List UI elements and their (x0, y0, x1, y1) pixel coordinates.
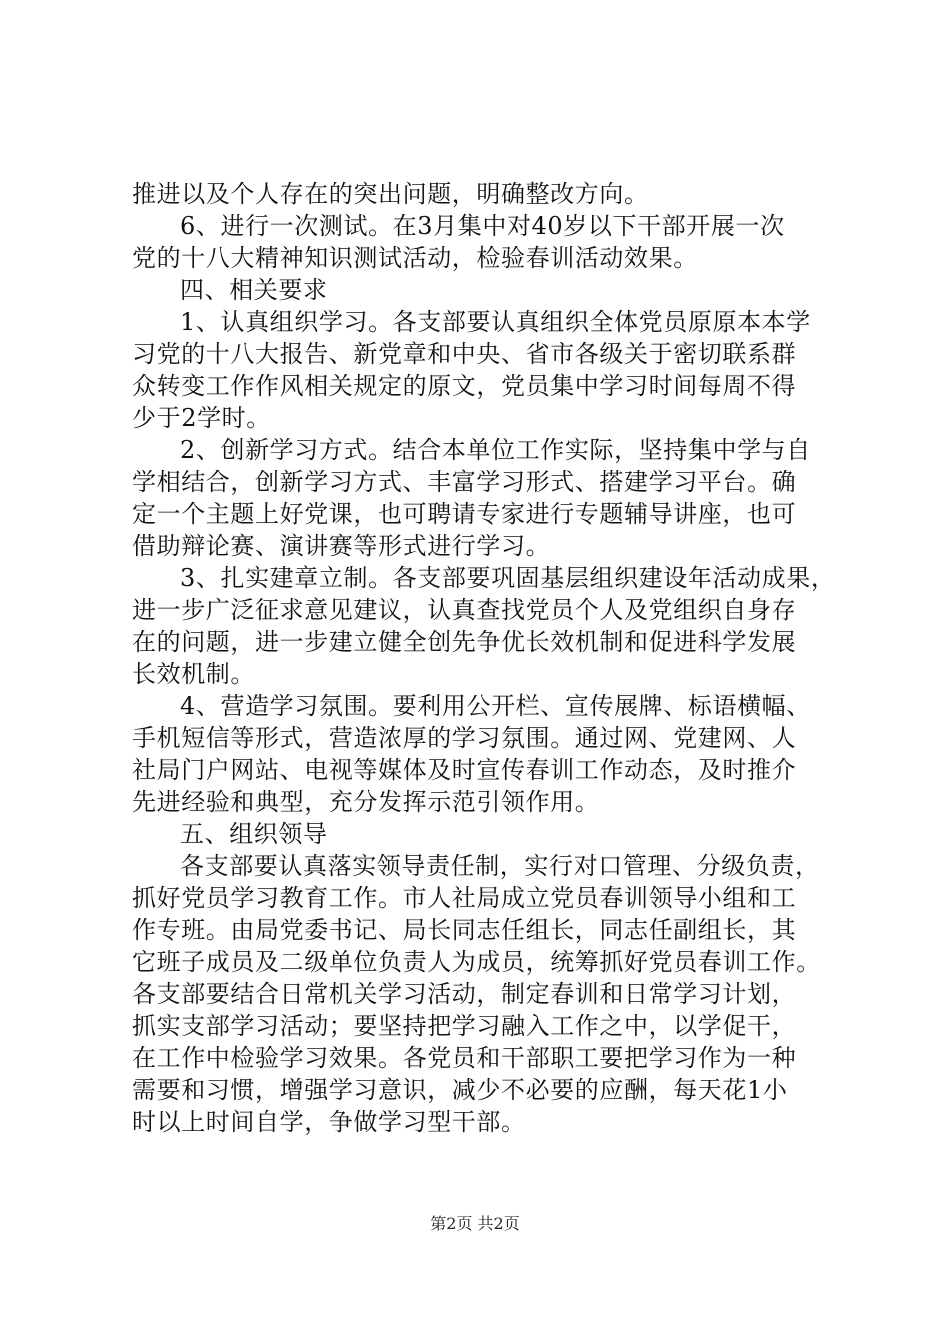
body-line: 3、扎实建章立制。各支部要巩固基层组织建设年活动成果， (180, 564, 836, 592)
body-line: 在工作中检验学习效果。各党员和干部职工要把学习作为一种 (132, 1044, 797, 1072)
body-line: 1、认真组织学习。各支部要认真组织全体党员原原本本学 (180, 308, 811, 336)
page-number-footer: 第2页 共2页 (430, 1214, 520, 1233)
body-line: 抓好党员学习教育工作。市人社局成立党员春训领导小组和工 (132, 884, 797, 912)
body-line: 习党的十八大报告、新党章和中央、省市各级关于密切联系群 (132, 340, 797, 368)
body-line: 在的问题，进一步建立健全创先争优长效机制和促进科学发展 (132, 628, 797, 656)
body-line: 各支部要结合日常机关学习活动，制定春训和日常学习计划， (132, 980, 797, 1008)
section-heading: 五、组织领导 (180, 820, 328, 848)
body-line: 进一步广泛征求意见建议，认真查找党员个人及党组织自身存 (132, 596, 797, 624)
body-line: 社局门户网站、电视等媒体及时宣传春训工作动态，及时推介 (132, 756, 797, 784)
body-line: 6、进行一次测试。在3月集中对40岁以下干部开展一次 (180, 212, 785, 240)
body-line: 众转变工作作风相关规定的原文，党员集中学习时间每周不得 (132, 372, 797, 400)
body-line: 抓实支部学习活动；要坚持把学习融入工作之中，以学促干， (132, 1012, 797, 1040)
body-line: 先进经验和典型，充分发挥示范引领作用。 (132, 788, 600, 816)
body-line: 推进以及个人存在的突出问题，明确整改方向。 (132, 180, 649, 208)
body-line: 需要和习惯，增强学习意识，减少不必要的应酬，每天花1小 (132, 1076, 788, 1104)
body-line: 长效机制。 (132, 660, 255, 688)
body-line: 4、营造学习氛围。要利用公开栏、宣传展牌、标语横幅、 (180, 692, 811, 720)
body-line: 2、创新学习方式。结合本单位工作实际，坚持集中学与自 (180, 436, 811, 464)
body-line: 手机短信等形式，营造浓厚的学习氛围。通过网、党建网、人 (132, 724, 797, 752)
body-line: 各支部要认真落实领导责任制，实行对口管理、分级负责， (180, 852, 820, 880)
section-heading: 四、相关要求 (180, 276, 328, 304)
body-line: 作专班。由局党委书记、局长同志任组长，同志任副组长，其 (132, 916, 797, 944)
body-line: 党的十八大精神知识测试活动，检验春训活动效果。 (132, 244, 698, 272)
body-line: 它班子成员及二级单位负责人为成员，统筹抓好党员春训工作。 (132, 948, 821, 976)
body-line: 时以上时间自学，争做学习型干部。 (132, 1108, 526, 1136)
body-line: 借助辩论赛、演讲赛等形式进行学习。 (132, 532, 551, 560)
body-line: 少于2学时。 (132, 404, 271, 432)
body-line: 定一个主题上好党课，也可聘请专家进行专题辅导讲座，也可 (132, 500, 797, 528)
body-line: 学相结合，创新学习方式、丰富学习形式、搭建学习平台。确 (132, 468, 797, 496)
